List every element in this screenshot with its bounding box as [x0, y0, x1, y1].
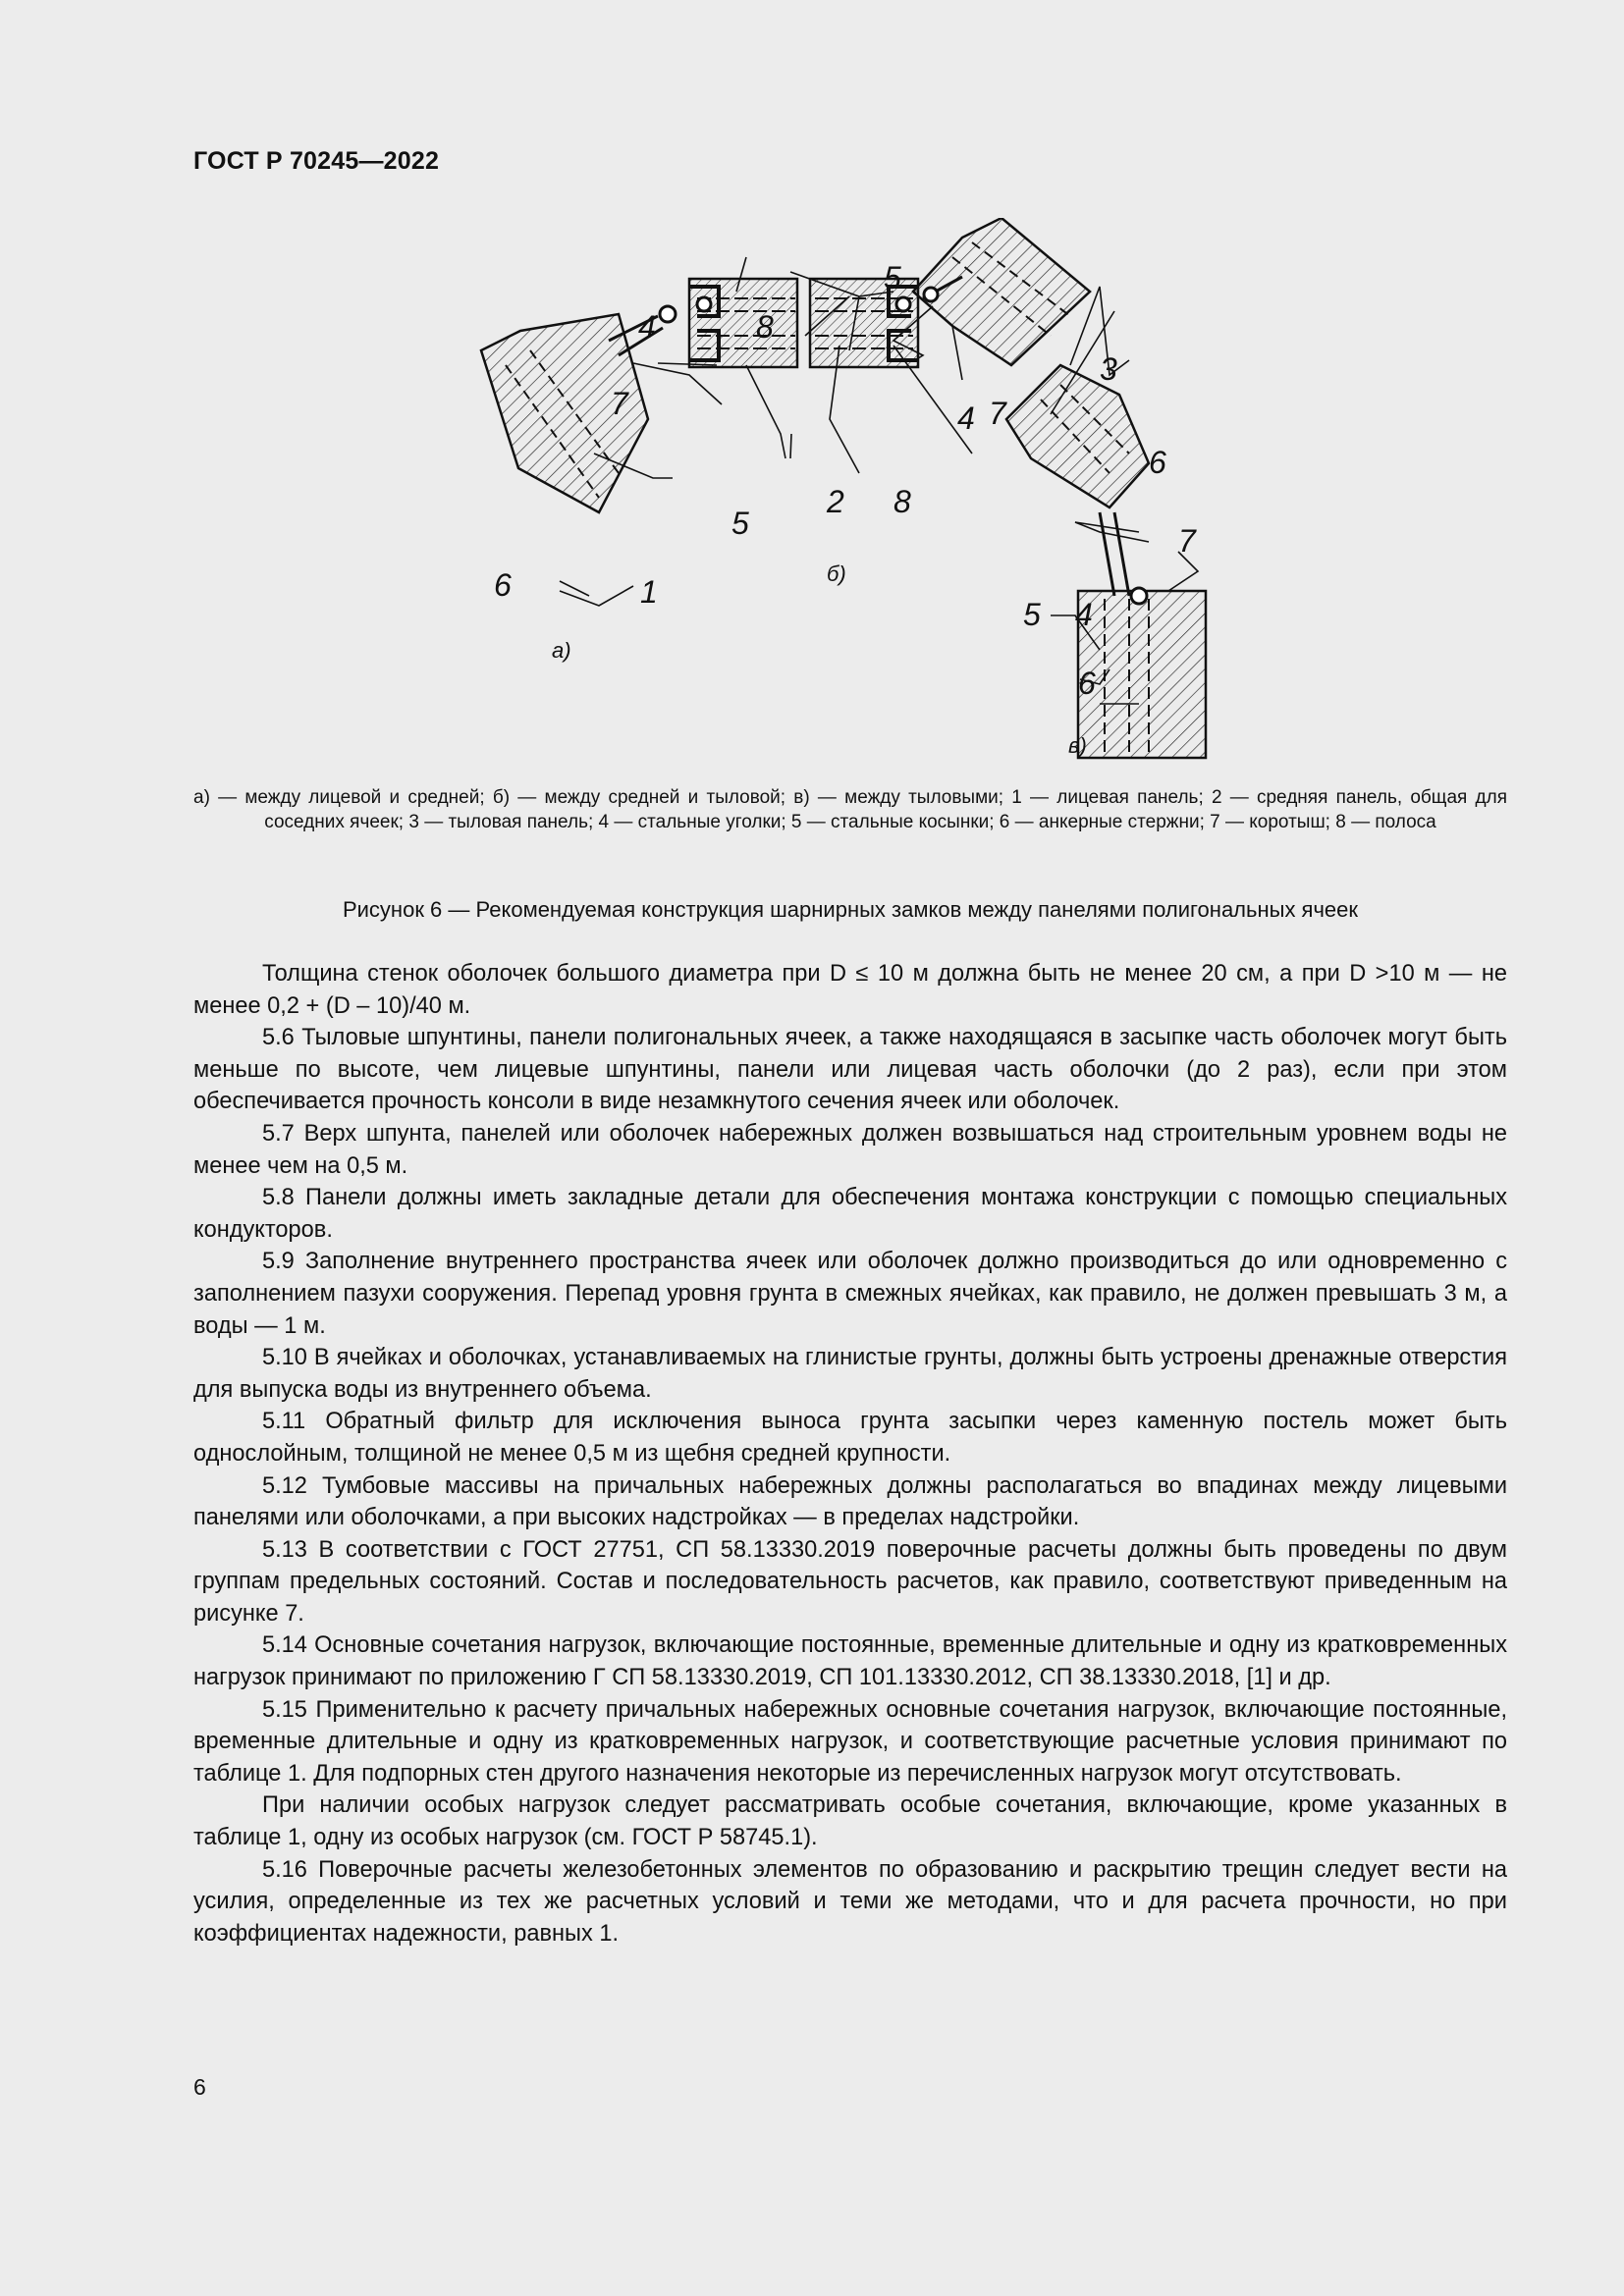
- paragraph: 5.7 Верх шпунта, панелей или оболочек набережных должен возвышаться над строительным уровнем воды не менее чем на 0,5 м.: [193, 1120, 1507, 1179]
- paragraph: Толщина стенок оболочек большого диаметра при D ≤ 10 м должна быть не менее 20 см, а при D >10 м — не менее 0,2 + (D – 10)/40 м.: [193, 961, 1507, 1019]
- label-6c: 6: [1078, 666, 1096, 701]
- label-2: 2: [827, 484, 844, 519]
- figure-title: Рисунок 6 — Рекомендуемая конструкция шарнирных замков между панелями полигональных ячеек: [342, 897, 1359, 922]
- label-4a: 4: [638, 309, 656, 345]
- body-text: [193, 958, 1507, 1949]
- paragraph: 5.13 В соответствии с ГОСТ 27751, СП 58.13330.2019 поверочные расчеты должны быть проведены по двум группам предельных состояний. Состав и последовательность расчетов, как правило, соответствуют приведенным на рисунке 7.: [193, 1536, 1507, 1627]
- label-7a: 7: [611, 386, 628, 421]
- label-5c: 5: [1023, 597, 1041, 632]
- paragraph: 5.6 Тыловые шпунтины, панели полигональных ячеек, а также находящаяся в засыпке часть оболочек могут быть меньше по высоте, чем лицевые шпунтины, панели или лицевая часть оболочки (до 2 раз), если при этом обеспечивается прочность консоли в виде незамкнутого сечения ячеек или оболочек.: [193, 1025, 1507, 1115]
- paragraph: 5.11 Обратный фильтр для исключения выноса грунта засыпки через каменную постель может быть однослойным, толщиной не менее 0,5 м из щебня средней крупности.: [193, 1409, 1507, 1467]
- label-6b: 6: [1149, 445, 1166, 480]
- label-4c: 4: [1075, 597, 1093, 632]
- label-3: 3: [1100, 351, 1117, 387]
- figure-6-drawing: [461, 218, 1247, 768]
- label-6a: 6: [494, 567, 512, 603]
- paragraph: 5.10 В ячейках и оболочках, устанавливаемых на глинистые грунты, должны быть устроены дренажные отверстия для выпуска воды из внутреннего объема.: [193, 1345, 1507, 1403]
- rear-panel-b: [913, 218, 1090, 365]
- sublabel-c: в): [1068, 733, 1087, 758]
- sublabel-b: б): [827, 561, 846, 586]
- paragraph: 5.8 Панели должны иметь закладные детали для обеспечения монтажа конструкции с помощью специальных кондукторов.: [193, 1185, 1507, 1243]
- label-8a: 8: [756, 309, 774, 345]
- label-7b: 7: [989, 396, 1006, 431]
- paragraph: 5.9 Заполнение внутреннего пространства ячеек или оболочек должно производиться до или одновременно с заполнением пазухи сооружения. Перепад уровня грунта в смежных ячейках, как правило, не должен превышать 3 м, а воды — 1 м.: [193, 1249, 1507, 1339]
- paragraph: 5.14 Основные сочетания нагрузок, включающие постоянные, временные длительные и одну из кратковременных нагрузок принимают по приложению Г СП 58.13330.2019, СП 101.13330.2012, СП 38.13330.2018, [1] и др.: [193, 1632, 1507, 1691]
- rear-panels-c: [1006, 365, 1206, 758]
- document-header: ГОСТ Р 70245—2022: [193, 147, 440, 175]
- paragraph: 5.12 Тумбовые массивы на причальных набережных должны располагаться во впадинах между лицевыми панелями или оболочками, а при высоких надстройках — в пределах надстройки.: [193, 1472, 1507, 1531]
- paragraph: 5.16 Поверочные расчеты железобетонных элементов по образованию и раскрытию трещин следует вести на усилия, определенные из тех же расчетных условий и теми же методами, что и для расчета прочности, но при коэффициентах надежности, равных 1.: [193, 1856, 1507, 1947]
- label-5a: 5: [884, 260, 901, 295]
- label-5b: 5: [731, 506, 749, 541]
- label-1: 1: [640, 574, 658, 610]
- hinge-lock-diagram: [461, 218, 1247, 768]
- paragraph: При наличии особых нагрузок следует рассматривать особые сочетания, включающие, кроме указанных в таблице 1, одну из особых нагрузок (см. ГОСТ Р 58745.1).: [193, 1792, 1507, 1851]
- label-4b: 4: [957, 400, 975, 436]
- page-number: 6: [193, 2074, 206, 2100]
- label-7c: 7: [1178, 523, 1196, 559]
- label-8b: 8: [893, 484, 911, 519]
- figure-legend: а) — между лицевой и средней; б) — между средней и тыловой; в) — между тыловыми; 1 — лицевая панель; 2 — средняя панель, общая для соседних ячеек; 3 — тыловая панель; 4 — стальные уголки; 5 — стальные косынки; 6 — анкерные стержни; 7 — коротыш; 8 — полоса: [193, 787, 1507, 832]
- sublabel-a: а): [552, 638, 571, 663]
- paragraph: 5.15 Применительно к расчету причальных набережных основные сочетания нагрузок, включающие постоянные, временные длительные и одну из кратковременных нагрузок, и соответствующие расчетные условия принимают по таблице 1. Для подпорных стен другого назначения некоторые из перечисленных нагрузок могут отсутствовать.: [193, 1696, 1507, 1787]
